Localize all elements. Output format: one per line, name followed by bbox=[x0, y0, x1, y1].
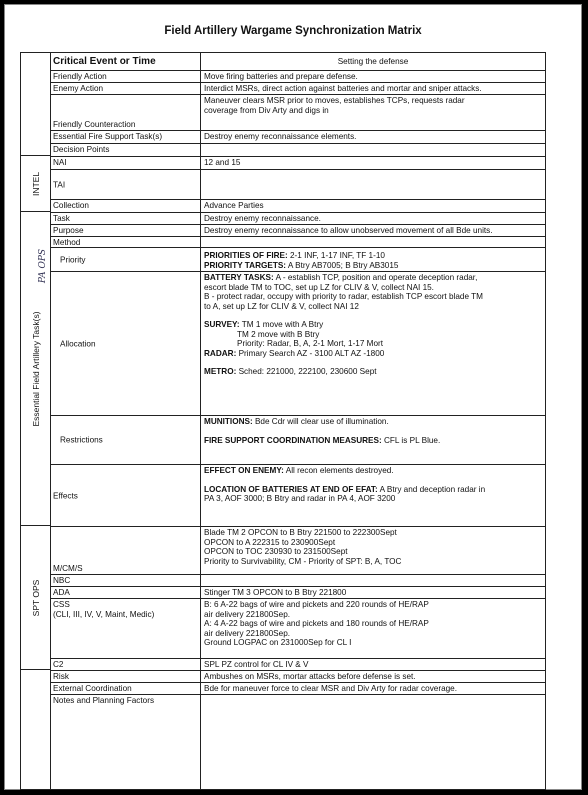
row-label: Critical Event or Time bbox=[53, 56, 156, 67]
row-value: Blade TM 2 OPCON to B Btry 221500 to 222300Sept OPCON to A 222315 to 230900Sept OPCON to TOC 230930 to 231500Sept Priority to Survivability, CM - Priority of SPT: B, A, TOC bbox=[204, 528, 402, 566]
row-priority bbox=[51, 247, 545, 271]
row-label: Collection bbox=[53, 201, 89, 210]
row-label: Risk bbox=[53, 672, 69, 681]
category-spt-ops-label: SPT OPS bbox=[30, 579, 41, 616]
row-friendly-counteraction bbox=[51, 94, 545, 130]
row-purpose bbox=[51, 224, 545, 236]
row-value: BATTERY TASKS: A - establish TCP, position and operate deception radar, escort blade TM to TOC, set up LZ for CLIV & V, collect NAI 15. B - protect radar, occupy with priority to radar, establish TCP escort blade TM to A, set up LZ for CLIV & V, collect NAI 12 SURVEY: TM 1 move with A Btry TM 2 move with B Btry Priority: Radar, B, A, 2-1 Mort, 1-17 Mort RADAR: Primary Search AZ - 3100 ALT AZ -1800 METRO: Sched: 221000, 222100, 230600 Sept bbox=[204, 273, 483, 376]
row-label: NAI bbox=[53, 158, 67, 167]
row-value: Advance Parties bbox=[204, 201, 264, 210]
row-mcms bbox=[51, 526, 545, 574]
category-blank bbox=[21, 53, 50, 156]
row-allocation bbox=[51, 271, 545, 415]
category-intel bbox=[21, 156, 50, 212]
row-label: External Coordination bbox=[53, 684, 132, 693]
row-external-coordination bbox=[51, 682, 545, 694]
row-label: Method bbox=[53, 238, 81, 247]
row-label: TAI bbox=[53, 179, 66, 189]
row-value: Ambushes on MSRs, mortar attacks before defense is set. bbox=[204, 672, 416, 681]
row-value: EFFECT ON ENEMY: All recon elements destroyed. LOCATION OF BATTERIES AT END OF EFAT: A Btry and deception radar in PA 3, AOF 3000; B Btry and radar in PA 4, AOF 3200 bbox=[204, 466, 486, 503]
handwritten-note: PA OPS bbox=[38, 248, 48, 284]
category-intel-label: INTEL bbox=[30, 171, 41, 196]
row-value: Destroy enemy reconnaissance elements. bbox=[204, 132, 357, 141]
row-label: C2 bbox=[53, 660, 64, 669]
row-nbc bbox=[51, 574, 545, 586]
row-value: Stinger TM 3 OPCON to B Btry 221800 bbox=[204, 588, 347, 597]
document-page bbox=[4, 4, 582, 790]
row-label: NBC bbox=[53, 576, 71, 585]
row-label: Friendly Action bbox=[53, 72, 107, 81]
row-label: M/CM/S bbox=[53, 563, 83, 573]
category-efst bbox=[21, 212, 50, 526]
category-blank-bottom bbox=[21, 670, 50, 791]
row-label: Purpose bbox=[53, 226, 84, 235]
row-critical-event bbox=[51, 56, 545, 70]
sync-matrix bbox=[20, 52, 546, 790]
row-label: Task bbox=[53, 214, 70, 223]
row-ada bbox=[51, 586, 545, 598]
row-label: Decision Points bbox=[53, 145, 110, 154]
row-value: Move firing batteries and prepare defense. bbox=[204, 72, 358, 81]
row-label: Restrictions bbox=[60, 435, 103, 445]
row-label: Enemy Action bbox=[53, 84, 104, 93]
row-tai bbox=[51, 169, 545, 199]
row-label: Priority bbox=[60, 254, 86, 264]
row-label: ADA bbox=[53, 588, 70, 597]
row-decision-points bbox=[51, 143, 545, 156]
row-value: 12 and 15 bbox=[204, 158, 241, 167]
row-label: Essential Fire Support Task(s) bbox=[53, 132, 163, 141]
page-title: Field Artillery Wargame Synchronization Matrix bbox=[164, 25, 422, 37]
row-value: Destroy enemy reconnaissance. bbox=[204, 214, 321, 223]
row-value: Interdict MSRs, direct action against batteries and mortar and sniper attacks. bbox=[204, 84, 482, 93]
row-label: Allocation bbox=[60, 338, 96, 348]
row-css bbox=[51, 598, 545, 658]
row-value: MUNITIONS: Bde Cdr will clear use of illumination. FIRE SUPPORT COORDINATION MEASURES: CFL is PL Blue. bbox=[204, 417, 441, 445]
row-enemy-action bbox=[51, 82, 545, 94]
row-value: Destroy enemy reconnaissance to allow unobserved movement of all Bde units. bbox=[204, 226, 493, 235]
row-effects bbox=[51, 464, 545, 526]
row-collection bbox=[51, 199, 545, 212]
row-value: SPL PZ control for CL IV & V bbox=[204, 660, 309, 669]
row-label: Notes and Planning Factors bbox=[53, 696, 155, 705]
row-method bbox=[51, 236, 545, 247]
category-efst-label: Essential Field Artillery Task(s) bbox=[30, 310, 41, 427]
row-nai bbox=[51, 156, 545, 169]
row-value: Setting the defense bbox=[337, 57, 409, 66]
row-label: CSS (CLI, III, IV, V, Maint, Medic) bbox=[53, 600, 155, 619]
category-spt-ops bbox=[21, 526, 50, 670]
row-value: Bde for maneuver force to clear MSR and Div Arty for radar coverage. bbox=[204, 684, 458, 693]
row-risk bbox=[51, 670, 545, 682]
row-efst-tasks bbox=[51, 130, 545, 143]
row-c2 bbox=[51, 658, 545, 670]
row-value: Maneuver clears MSR prior to moves, establishes TCPs, requests radar coverage from Div Arty and digs in bbox=[204, 96, 465, 115]
row-task bbox=[51, 212, 545, 224]
row-label: Friendly Counteraction bbox=[53, 119, 136, 129]
row-restrictions bbox=[51, 415, 545, 464]
row-friendly-action bbox=[51, 70, 545, 82]
row-value: B: 6 A-22 bags of wire and pickets and 220 rounds of HE/RAP air delivery 221800Sep. A: 4 A-22 bags of wire and pickets and 180 rounds of HE/RAP air delivery 221800Sep. Ground LOGPAC on 231000Sep for CL I bbox=[204, 600, 429, 647]
row-label: Effects bbox=[53, 490, 78, 500]
row-notes bbox=[51, 694, 545, 791]
row-value: PRIORITIES OF FIRE: 2-1 INF, 1-17 INF, TF 1-10 PRIORITY TARGETS: A Btry AB7005; B Btry AB3015 bbox=[204, 251, 399, 270]
